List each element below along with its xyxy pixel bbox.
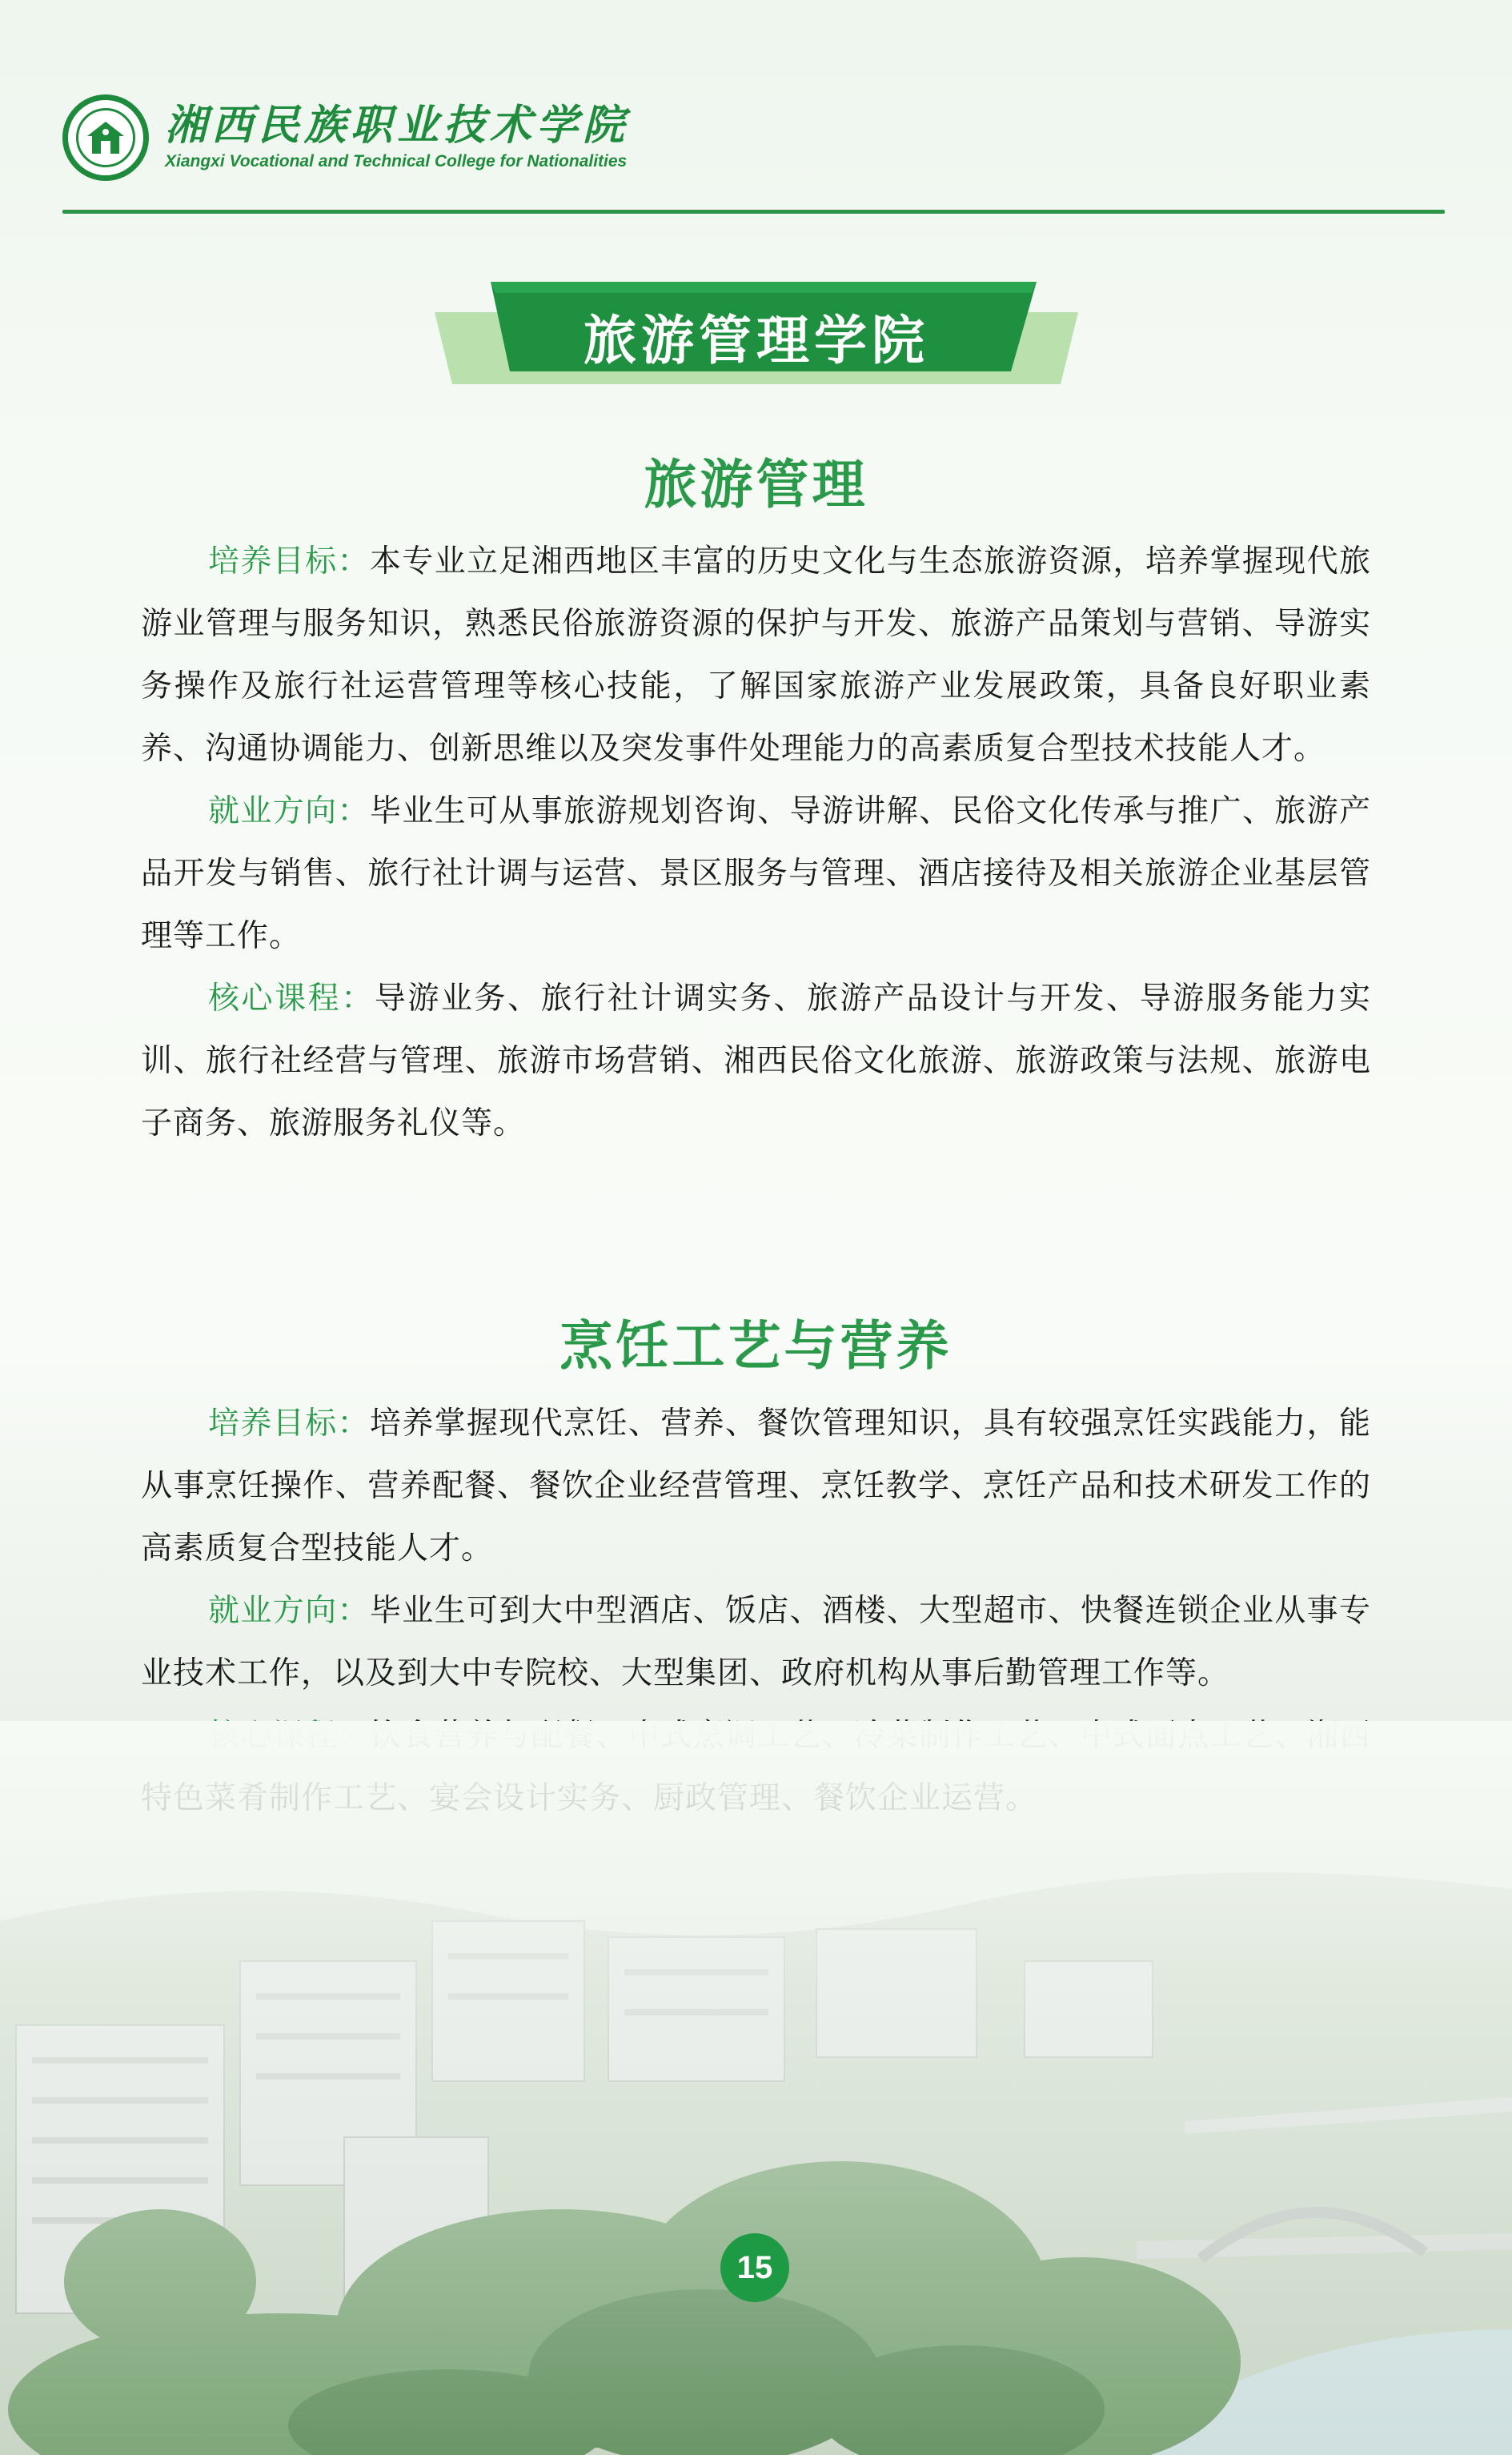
label-training-goal: 培养目标： xyxy=(208,544,370,580)
college-logo xyxy=(62,94,629,181)
text-training-goal: 培养掌握现代烹饪、营养、餐饮管理知识，具有较强烹饪实践能力，能从事烹饪操作、营养配餐、餐饮企业经营管理、烹饪教学、烹饪产品和技术研发工作的高素质复合型技能人才。 xyxy=(141,1406,1371,1566)
label-employment: 就业方向： xyxy=(208,793,370,829)
college-name-cn: 湘西民族职业技术学院 xyxy=(165,100,630,150)
paragraph-employment xyxy=(141,780,1371,968)
page-number-badge: 15 xyxy=(720,2233,789,2302)
paragraph-training-goal xyxy=(141,531,1371,780)
campus-scenery-image xyxy=(0,1721,1512,2455)
header-divider xyxy=(62,210,1445,214)
label-core-courses: 核心课程： xyxy=(208,981,375,1017)
banner-title: 旅游管理学院 xyxy=(584,310,929,371)
section-title-tourism: 旅游管理 xyxy=(644,453,868,515)
paragraph-employment xyxy=(141,1580,1371,1705)
section-body-tourism xyxy=(141,531,1371,1155)
label-training-goal: 培养目标： xyxy=(208,1406,370,1442)
paragraph-training-goal xyxy=(141,1393,1371,1580)
text-employment: 毕业生可从事旅游规划咨询、导游讲解、民俗文化传承与推广、旅游产品开发与销售、旅行社计调与运营、景区服务与管理、酒店接待及相关旅游企业基层管理等工作。 xyxy=(141,793,1371,954)
text-training-goal: 本专业立足湘西地区丰富的历史文化与生态旅游资源，培养掌握现代旅游业管理与服务知识，熟悉民俗旅游资源的保护与开发、旅游产品策划与营销、导游实务操作及旅行社运营管理等核心技能，了解国家旅游产业发展政策，具备良好职业素养、沟通协调能力、创新思维以及突发事件处理能力的高素质复合型技术技能人才。 xyxy=(141,544,1371,767)
paragraph-core-courses xyxy=(141,968,1371,1155)
section-title-culinary: 烹饪工艺与营养 xyxy=(559,1314,953,1377)
college-emblem-icon xyxy=(62,94,149,181)
text-core-courses: 导游业务、旅行社计调实务、旅游产品设计与开发、导游服务能力实训、旅行社经营与管理、旅游市场营销、湘西民俗文化旅游、旅游政策与法规、旅游电子商务、旅游服务礼仪等。 xyxy=(141,981,1371,1141)
college-banner xyxy=(435,282,1078,384)
text-employment: 毕业生可到大中型酒店、饭店、酒楼、大型超市、快餐连锁企业从事专业技术工作，以及到大中专院校、大型集团、政府机构从事后勤管理工作等。 xyxy=(141,1593,1371,1691)
college-name-en: Xiangxi Vocational and Technical College for Nationalities xyxy=(165,152,628,171)
label-employment: 就业方向： xyxy=(208,1593,370,1629)
